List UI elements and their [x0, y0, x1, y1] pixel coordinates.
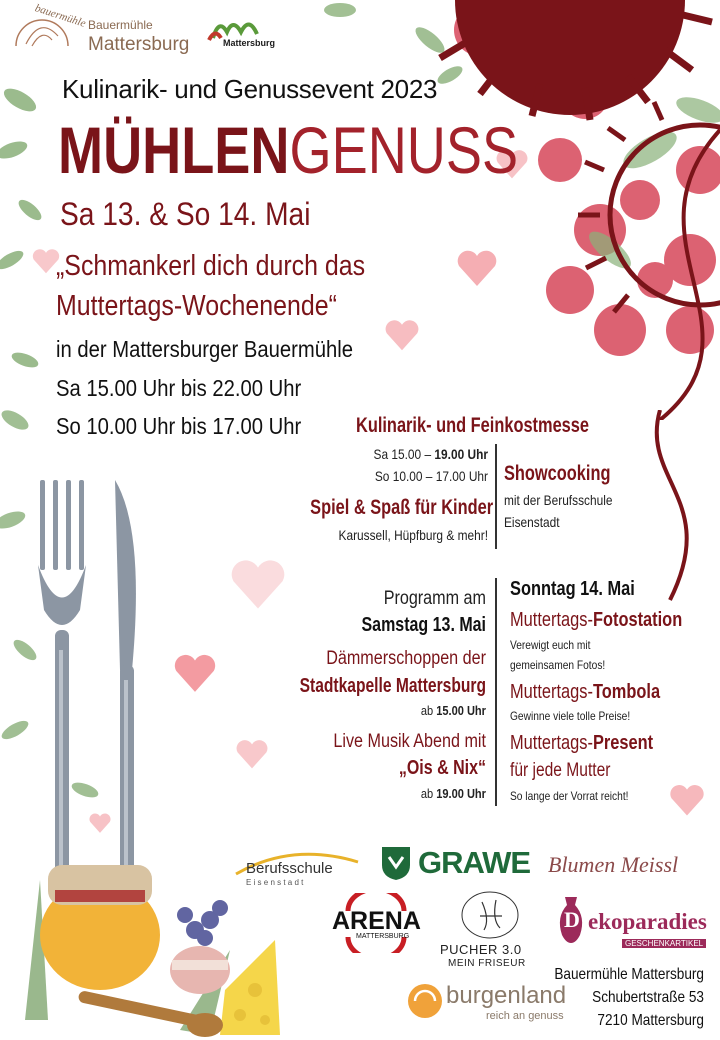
bauermuehle-ring-text: bauermühle — [33, 2, 88, 30]
address-line3: 7210 Mattersburg — [597, 1012, 704, 1029]
address-line2: Schubertstraße 53 — [592, 989, 704, 1006]
program-divider — [495, 578, 497, 806]
messe-hours-saturday-end: 19.00 Uhr — [434, 446, 488, 462]
kids-title: Spiel & Spaß für Kinder — [310, 496, 494, 519]
heart-icon — [172, 651, 218, 695]
messe-hours-saturday-start: Sa 15.00 – — [373, 446, 435, 462]
event-slogan-line2: Muttertags-Wochenende“ — [56, 290, 337, 322]
saturday-day: Samstag 13. Mai — [361, 614, 486, 636]
heart-icon — [668, 782, 706, 818]
heart-icon — [455, 248, 499, 288]
bauermuehle-small-text: Bauermühle — [88, 18, 153, 32]
sunday-foto-title — [510, 609, 682, 632]
saturday-item2-line2: „Ois & Nix“ — [398, 757, 486, 779]
berufsschule-logo — [232, 848, 362, 888]
kids-desc: Karussell, Hüpfburg & mehr! — [338, 527, 488, 543]
dekoparadies-text: ekoparadies — [588, 909, 707, 934]
saturday-item1-time-prefix: ab — [420, 703, 437, 718]
heart-icon — [228, 556, 288, 612]
event-subtitle: Kulinarik- und Genussevent 2023 — [62, 74, 438, 104]
grawe-shield-icon — [380, 845, 412, 881]
saturday-intro: Programm am — [383, 588, 486, 609]
arena-logo — [328, 893, 428, 953]
sunday-day: Sonntag 14. Mai — [510, 578, 635, 600]
burgenland-text: burgenland — [446, 982, 567, 1009]
sunday-present-line2: für jede Mutter — [510, 760, 611, 781]
sunday-tombola-title-main: Tombola — [592, 681, 661, 703]
arena-sub-text: MATTERSBURG — [356, 933, 410, 940]
event-hours-sunday: So 10.00 Uhr bis 17.00 Uhr — [56, 413, 302, 439]
sunday-tombola-title-prefix: Muttertags- — [510, 681, 593, 703]
saturday-item1-time — [359, 703, 487, 718]
sunday-present-title — [510, 732, 653, 755]
sunday-present-desc: So lange der Vorrat reicht! — [510, 789, 629, 803]
event-location: in der Mattersburger Bauermühle — [56, 336, 353, 362]
messe-hours-saturday — [371, 446, 488, 462]
grawe-logo — [380, 843, 530, 883]
saturday-item2-line1: Live Musik Abend mit — [333, 731, 486, 752]
showcooking-title: Showcooking — [504, 462, 611, 485]
event-slogan-line1: „Schmankerl dich durch das — [56, 250, 366, 282]
burgenland-sun-icon — [406, 982, 444, 1020]
sunday-foto-title-prefix: Muttertags- — [510, 609, 593, 631]
event-hours-saturday: Sa 15.00 Uhr bis 22.00 Uhr — [56, 375, 302, 401]
sunday-foto-desc-line2: gemeinsamen Fotos! — [510, 658, 606, 672]
address-line1: Bauermühle Mattersburg — [554, 966, 704, 983]
saturday-item2-time-value: 19.00 Uhr — [436, 786, 486, 801]
event-title-light: GENUSS — [289, 113, 519, 187]
messe-hours-sunday: So 10.00 – 17.00 Uhr — [374, 468, 488, 484]
sunday-foto-title-main: Fotostation — [592, 609, 683, 631]
event-title-dark: MÜHLEN — [58, 113, 290, 187]
heart-icon — [234, 738, 270, 770]
blumen-meissl-logo: Blumen Meissl — [548, 852, 679, 877]
sunday-tombola-title — [510, 681, 660, 704]
saturday-item1-line2: Stadtkapelle Mattersburg — [299, 675, 486, 697]
mattersburg-logo-text: Mattersburg — [223, 38, 276, 48]
bauermuehle-logo — [10, 2, 200, 58]
sunday-present-title-main: Present — [592, 732, 654, 754]
event-title — [58, 110, 518, 190]
event-dates: Sa 13. & So 14. Mai — [60, 196, 311, 232]
pucher-emblem-icon — [460, 890, 520, 940]
saturday-item2-time-prefix: ab — [420, 786, 437, 801]
dekoparadies-logo — [556, 893, 716, 953]
pucher-sub-text: MEIN FRISEUR — [448, 958, 526, 969]
heart-icon — [88, 812, 112, 834]
showcooking-desc-line1: mit der Berufsschule — [504, 492, 613, 508]
heart-icon — [383, 318, 421, 352]
saturday-item2-time — [359, 786, 487, 801]
saturday-item1-line1: Dämmerschoppen der — [326, 648, 486, 669]
arena-text: ARENA — [332, 907, 421, 935]
berufsschule-text: Berufsschule — [246, 860, 333, 877]
pucher-logo — [438, 890, 548, 970]
sunday-tombola-desc: Gewinne viele tolle Preise! — [510, 709, 631, 723]
messe-title: Kulinarik- und Feinkostmesse — [356, 414, 590, 437]
berufsschule-sub-text: E i s e n s t a d t — [246, 878, 304, 887]
burgenland-sub-text: reich an genuss — [486, 1010, 564, 1022]
mattersburg-logo — [205, 12, 289, 56]
dekoparadies-initial: D — [564, 907, 580, 932]
pucher-text: PUCHER 3.0 — [440, 942, 522, 957]
bauermuehle-big-text: Mattersburg — [88, 34, 190, 55]
showcooking-desc-line2: Eisenstadt — [504, 514, 560, 530]
saturday-item1-time-value: 15.00 Uhr — [436, 703, 486, 718]
features-divider — [495, 444, 497, 549]
sunday-present-title-prefix: Muttertags- — [510, 732, 593, 754]
sunday-foto-desc-line1: Verewigt euch mit — [510, 638, 591, 652]
grawe-text: GRAWE — [418, 845, 531, 880]
dekoparadies-sub-text: GESCHENKARTIKEL — [622, 939, 706, 948]
